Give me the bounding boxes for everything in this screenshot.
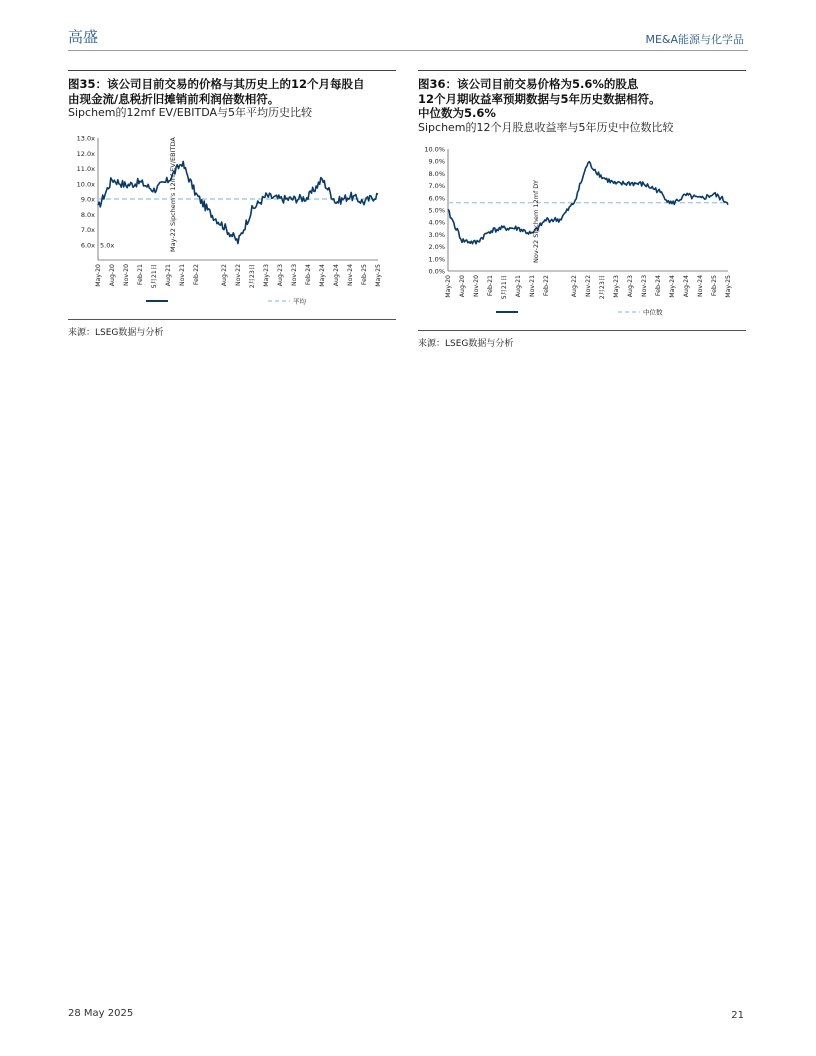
y-tick-label: 10.0x: [76, 180, 95, 189]
x-tick-label: Nov-21: [529, 274, 536, 297]
x-tick-label: 2月23日: [599, 274, 606, 299]
x-tick-label: Feb-25: [711, 274, 718, 296]
y-tick-label: 3.0%: [428, 230, 445, 239]
x-tick-label: Aug-22: [571, 274, 578, 297]
y-tick-label: 2.0%: [428, 242, 445, 251]
y-tick-label: 9.0%: [428, 157, 445, 166]
x-tick-label: Feb-24: [305, 264, 312, 286]
header-divider: [68, 50, 748, 51]
y-tick-label: 8.0x: [80, 210, 95, 219]
x-tick-label: Aug-23: [627, 274, 634, 297]
chart-annotation: Nov-22 Sipchem 12mf DY: [531, 179, 540, 263]
x-tick-label: Aug-22: [221, 264, 228, 287]
x-tick-label: Aug-24: [683, 274, 690, 297]
x-tick-label: 2月23日: [249, 264, 256, 289]
x-tick-label: Nov-24: [347, 264, 354, 287]
exhibit-35: [68, 70, 396, 338]
legend-reference-label: 平均: [293, 297, 306, 306]
y-tick-label: 12.0x: [76, 149, 95, 158]
exhibit-subtitle: Sipchem的12mf EV/EBITDA与5年平均历史比较: [68, 106, 313, 119]
y-tick-label: 7.0x: [80, 226, 95, 234]
exhibit-title-line: 图36：该公司目前交易价格为5.6%的股息: [418, 77, 639, 91]
exhibit-source: 来源：LSEG数据与分析: [68, 328, 164, 338]
exhibit-title: [68, 77, 396, 106]
x-tick-label: Nov-23: [291, 264, 298, 287]
exhibit-subtitle: Sipchem的12个月股息收益率与5年历史中位数比较: [418, 120, 674, 134]
x-tick-label: May-23: [263, 264, 270, 287]
y-tick-label: 1.0%: [428, 254, 445, 263]
y-tick-label: 6.0x: [80, 241, 95, 250]
legend-reference-label: 中位数: [643, 308, 663, 316]
series-line: [98, 161, 378, 243]
dividend-yield-chart: [418, 141, 746, 326]
extra-axis-label: 5.0x: [100, 241, 115, 250]
x-tick-label: Nov-22: [235, 264, 242, 287]
exhibit-source: 来源：LSEG数据与分析: [418, 338, 514, 349]
x-tick-label: Nov-20: [473, 274, 480, 297]
x-tick-label: May-25: [375, 264, 382, 287]
exhibit-title: [418, 77, 746, 121]
x-tick-label: Feb-24: [655, 274, 662, 296]
x-tick-label: May-23: [613, 274, 620, 298]
y-tick-label: 9.0x: [80, 195, 95, 204]
y-tick-label: 8.0%: [428, 169, 445, 178]
ev-ebitda-chart: [68, 130, 396, 315]
x-tick-label: 5月21日: [151, 264, 158, 289]
x-tick-label: Aug-24: [333, 264, 340, 287]
page-number: 21: [731, 1010, 744, 1021]
exhibit-top-rule: [418, 70, 746, 71]
y-tick-label: 6.0%: [428, 193, 445, 202]
x-tick-label: May-25: [725, 274, 732, 298]
x-tick-label: Feb-21: [137, 264, 144, 286]
exhibit-bottom-rule: [418, 330, 746, 331]
x-tick-label: Feb-22: [193, 264, 200, 286]
x-tick-label: Aug-20: [459, 274, 466, 297]
x-tick-label: May-20: [95, 264, 102, 287]
exhibit-36: [418, 70, 746, 349]
x-tick-label: May-20: [445, 274, 452, 298]
x-tick-label: Nov-20: [123, 264, 130, 287]
x-tick-label: Feb-21: [487, 274, 494, 296]
x-tick-label: May-24: [669, 274, 676, 298]
y-tick-label: 11.0x: [76, 165, 95, 173]
x-tick-label: Nov-23: [641, 274, 648, 297]
exhibit-title-line: 12个月期收益率预期数据与5年历史数据相符。: [418, 91, 661, 106]
x-tick-label: Aug-23: [277, 264, 284, 287]
x-tick-label: Feb-25: [361, 264, 368, 286]
chart-annotation: May-22 Sipchem's 12mf EV/EBITDA: [169, 137, 178, 252]
x-tick-label: Aug-21: [515, 274, 522, 297]
x-tick-label: Feb-22: [543, 274, 550, 296]
x-tick-label: Nov-21: [179, 264, 186, 287]
x-tick-label: Aug-20: [109, 264, 116, 287]
x-tick-label: 5月21日: [501, 274, 508, 299]
y-tick-label: 13.0x: [76, 134, 95, 143]
y-tick-label: 4.0%: [428, 218, 445, 227]
brand-name: 高盛: [68, 28, 99, 46]
report-section: ME&A能源与化学品: [645, 33, 744, 46]
x-tick-label: Nov-24: [697, 274, 704, 297]
exhibit-title-line: 中位数为5.6%: [418, 106, 496, 120]
exhibit-title-line: 由现金流/息税折旧摊销前利润倍数相符。: [68, 91, 280, 106]
x-tick-label: Aug-21: [165, 264, 172, 287]
footer-date: 28 May 2025: [68, 1008, 134, 1019]
y-tick-label: 7.0%: [428, 181, 445, 190]
exhibit-bottom-rule: [68, 319, 396, 320]
exhibit-top-rule: [68, 70, 396, 71]
y-tick-label: 5.0%: [428, 206, 445, 214]
y-tick-label: 0.0%: [428, 267, 445, 275]
exhibit-title-line: 图35：该公司目前交易的价格与其历史上的12个月每股自: [68, 77, 365, 91]
x-tick-label: May-24: [319, 264, 326, 287]
y-tick-label: 10.0%: [424, 145, 445, 153]
x-tick-label: Nov-22: [585, 274, 592, 297]
